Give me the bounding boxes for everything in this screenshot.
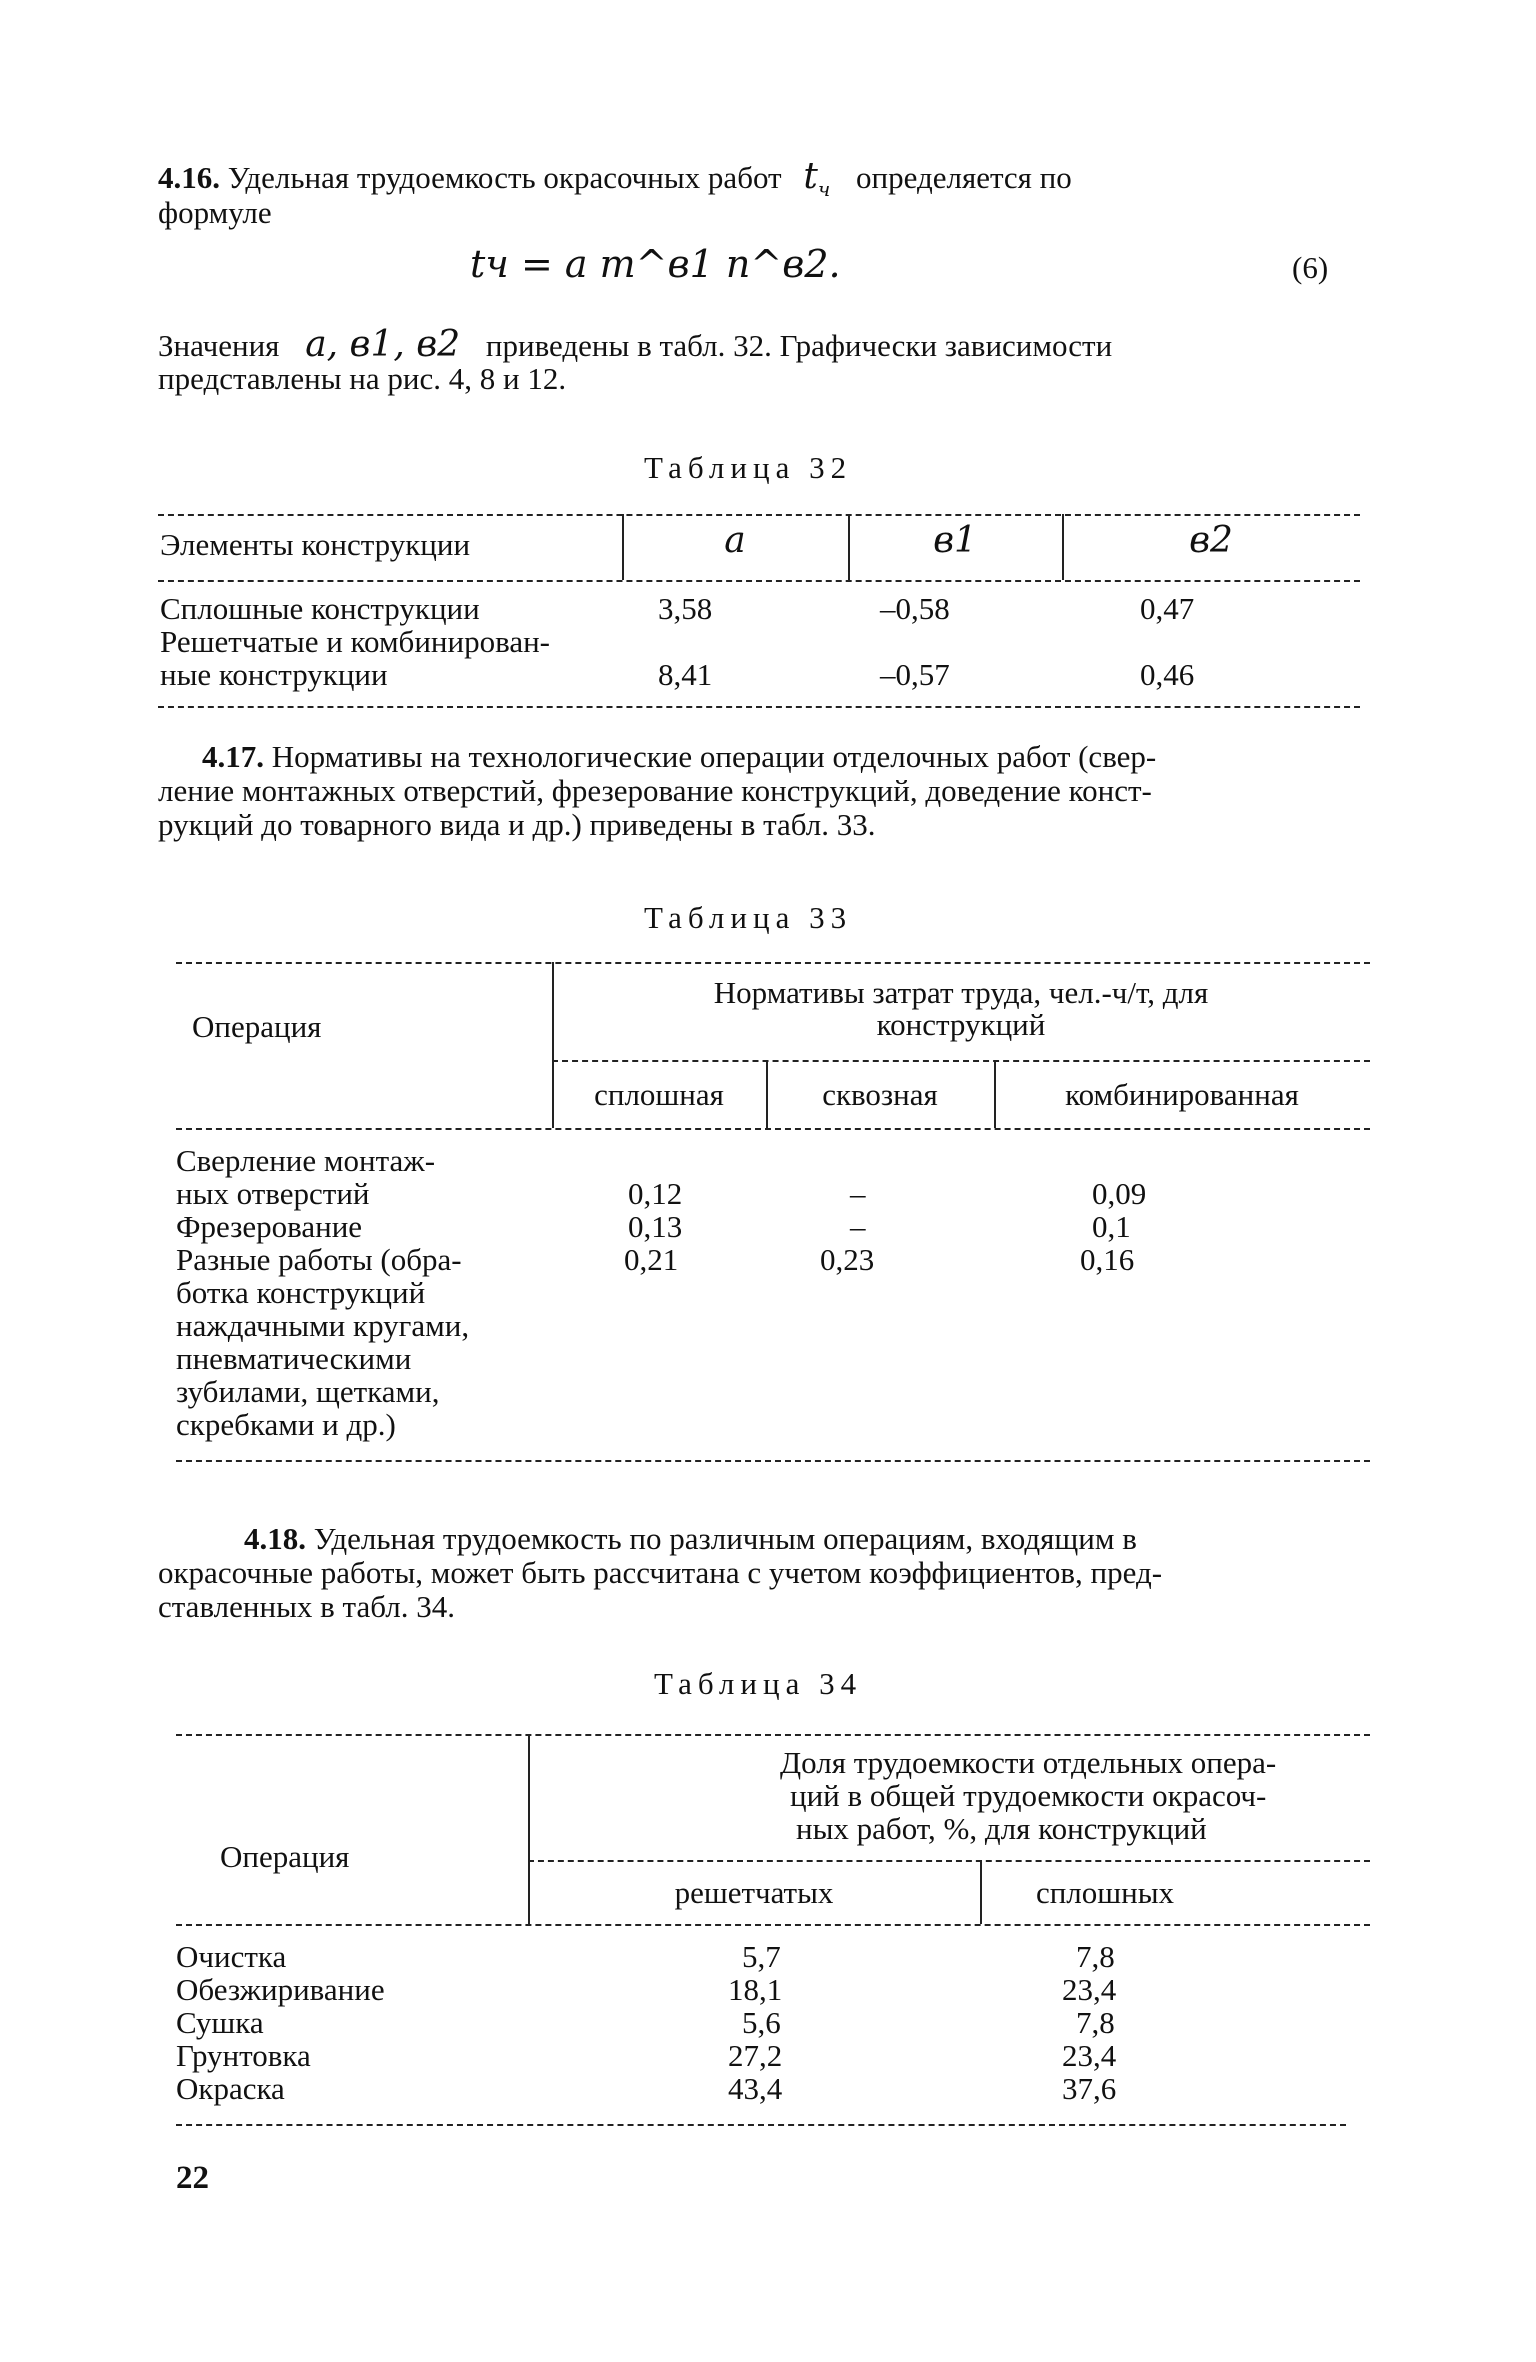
section-4-16-line1: 4.16. Удельная трудоемкость окрасочных работ $t_ч$ определяется по xyxy=(158,156,1072,202)
table-rule xyxy=(158,706,1360,708)
values-symbols: a, в1, в2 xyxy=(305,324,461,365)
section-4-17-number: 4.17. xyxy=(202,739,264,774)
formula-number: (6) xyxy=(1292,250,1329,285)
header-b2: в2 xyxy=(1189,520,1233,561)
header-norms-line2: конструкций xyxy=(876,1007,1046,1042)
section-4-17-line1: 4.17. Нормативы на технологические операции отделочных работ (свер- xyxy=(202,739,1157,774)
values-line2: представлены на рис. 4, 8 и 12. xyxy=(158,361,567,396)
header-elements: Элементы конструкции xyxy=(160,527,471,562)
table-rule xyxy=(528,1860,1370,1862)
section-4-17-line3: рукций до товарного вида и др.) приведены в табл. 33. xyxy=(158,807,876,842)
table-rule xyxy=(176,1924,1370,1926)
table-rule xyxy=(176,2124,1346,2126)
header-lattice: решетчатых xyxy=(674,1875,834,1910)
header-solid: сплошная xyxy=(594,1077,724,1112)
table-rule xyxy=(176,1734,1370,1736)
table-rule xyxy=(158,514,1360,516)
header-through: сквозная xyxy=(822,1077,938,1112)
table-rule xyxy=(552,1060,1370,1062)
page-number: 22 xyxy=(176,2160,209,2196)
table-rule xyxy=(176,1460,1370,1462)
table-rule xyxy=(176,962,1370,964)
header-b1: в1 xyxy=(933,520,977,561)
table-33-caption: Таблица 33 xyxy=(644,900,853,935)
section-4-16-line2: формуле xyxy=(158,195,272,230)
header-a: a xyxy=(724,520,746,561)
header-operation: Операция xyxy=(220,1839,350,1874)
table-34-caption: Таблица 34 xyxy=(654,1666,863,1701)
header-share-line3: ных работ, %, для конструкций xyxy=(796,1811,1207,1846)
table-rule xyxy=(176,1128,1370,1130)
table-32-caption: Таблица 32 xyxy=(644,450,853,485)
header-operation: Операция xyxy=(192,1009,322,1044)
section-4-18-line2: окрасочные работы, может быть рассчитана с учетом коэффициентов, пред- xyxy=(158,1555,1163,1590)
header-solid: сплошных xyxy=(1035,1875,1175,1910)
header-share-line1: Доля трудоемкости отдельных опера- xyxy=(780,1745,1277,1780)
section-4-18-line3: ставленных в табл. 34. xyxy=(158,1589,455,1624)
section-4-16-number: 4.16. xyxy=(158,160,220,195)
section-4-18-number: 4.18. xyxy=(244,1521,306,1556)
formula-6: tч = a m^в1 n^в2. xyxy=(470,242,841,286)
section-4-18-line1: 4.18. Удельная трудоемкость по различным операциям, входящим в xyxy=(244,1521,1137,1556)
table-rule xyxy=(158,580,1360,582)
header-share-line2: ций в общей трудоемкости окрасоч- xyxy=(790,1778,1267,1813)
values-line1: Значения a, в1, в2 приведены в табл. 32. Графически зависимости xyxy=(158,324,1113,365)
header-norms-line1: Нормативы затрат труда, чел.-ч/т, для xyxy=(713,975,1209,1010)
tch-symbol: $t_ч$ xyxy=(803,156,831,202)
section-4-17-line2: ление монтажных отверстий, фрезерование конструкций, доведение конст- xyxy=(158,773,1152,808)
header-combined: комбинированная xyxy=(1065,1077,1299,1112)
